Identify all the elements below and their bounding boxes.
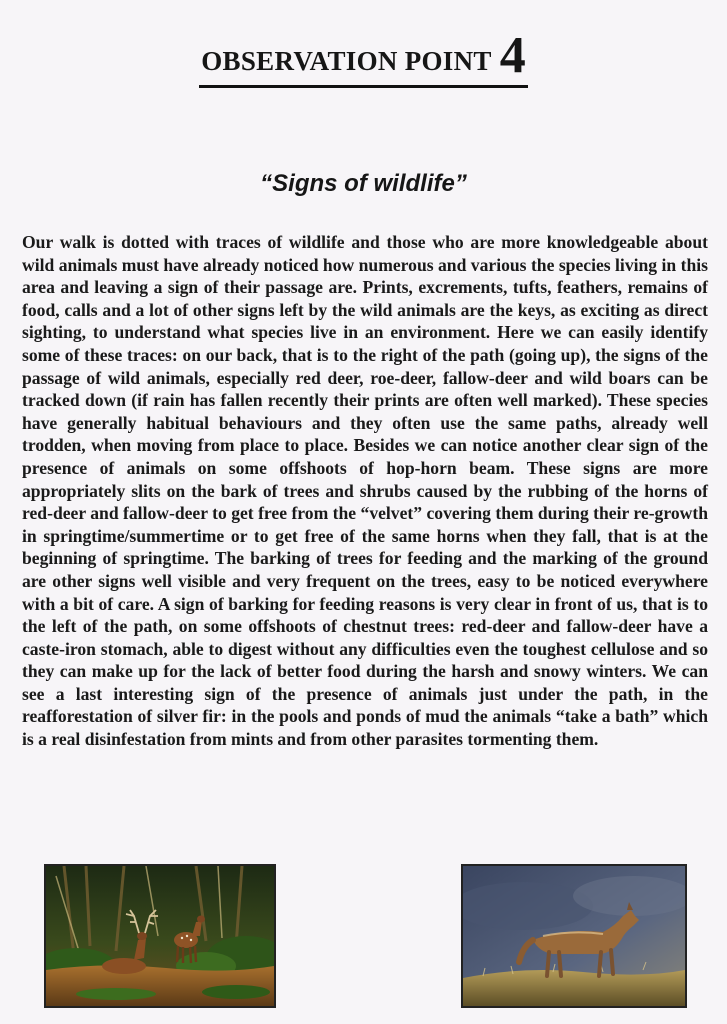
page-heading	[0, 27, 727, 88]
deer-photo	[44, 864, 276, 1008]
heading-underlined-block	[199, 27, 527, 88]
heading-title: OBSERVATION POINT	[201, 46, 492, 76]
heading-number: 4	[499, 27, 526, 84]
body-paragraph: Our walk is dotted with traces of wildlife and those who are more knowledgeable about wild animals must have already noticed how numerous and various the species living in this area and leaving a sign of their passage are. Prints, excrements, tufts, feathers, remains of food, calls and a lot of other signs left by the wild animals are the keys, as exciting as direct sighting, to understand what species live in an environment. Here we can easily identify some of these traces: on our back, that is to the right of the path (going up), the signs of the passage of wild animals, especially red deer, roe-deer, fallow-deer and wild boars can be tracked down (if rain has fallen recently their prints are often well marked). These species have generally habitual behaviours and they often use the same paths, already well trodden, when moving from place to place. Besides we can notice another clear sign of the presence of animals on some offshoots of hop-horn beam. These signs are more appropriately slits on the bark of trees and shrubs caused by the rubbing of the horns of red-deer and fallow-deer to get free from the “velvet” covering them during their re-growth in springtime/summertime or to get free of the same horns when they fall, that is at the beginning of springtime. The barking of trees for feeding and the marking of the ground are other signs well visible and very frequent on the trees, easy to be noticed everywhere with a bit of care. A sign of barking for feeding reasons is very clear in front of us, that is to the left of the path, on some offshoots of chestnut trees: red-deer and fallow-deer have a caste-iron stomach, able to digest without any difficulties even the toughest cellulose and so they can make up for the lack of better food during the harsh and snowy winters. We can see a last interesting sign of the presence of animals just under the path, in the reafforestation of silver fir: in the pools and ponds of mud the animals “take a bath” which is a real disinfestation from mints and from other parasites tormenting them.	[22, 232, 708, 750]
page-subtitle: “Signs of wildlife”	[260, 170, 467, 197]
wolf-photo-illustration	[463, 866, 685, 1006]
deer-photo-illustration	[46, 866, 274, 1006]
wolf-photo	[461, 864, 687, 1008]
